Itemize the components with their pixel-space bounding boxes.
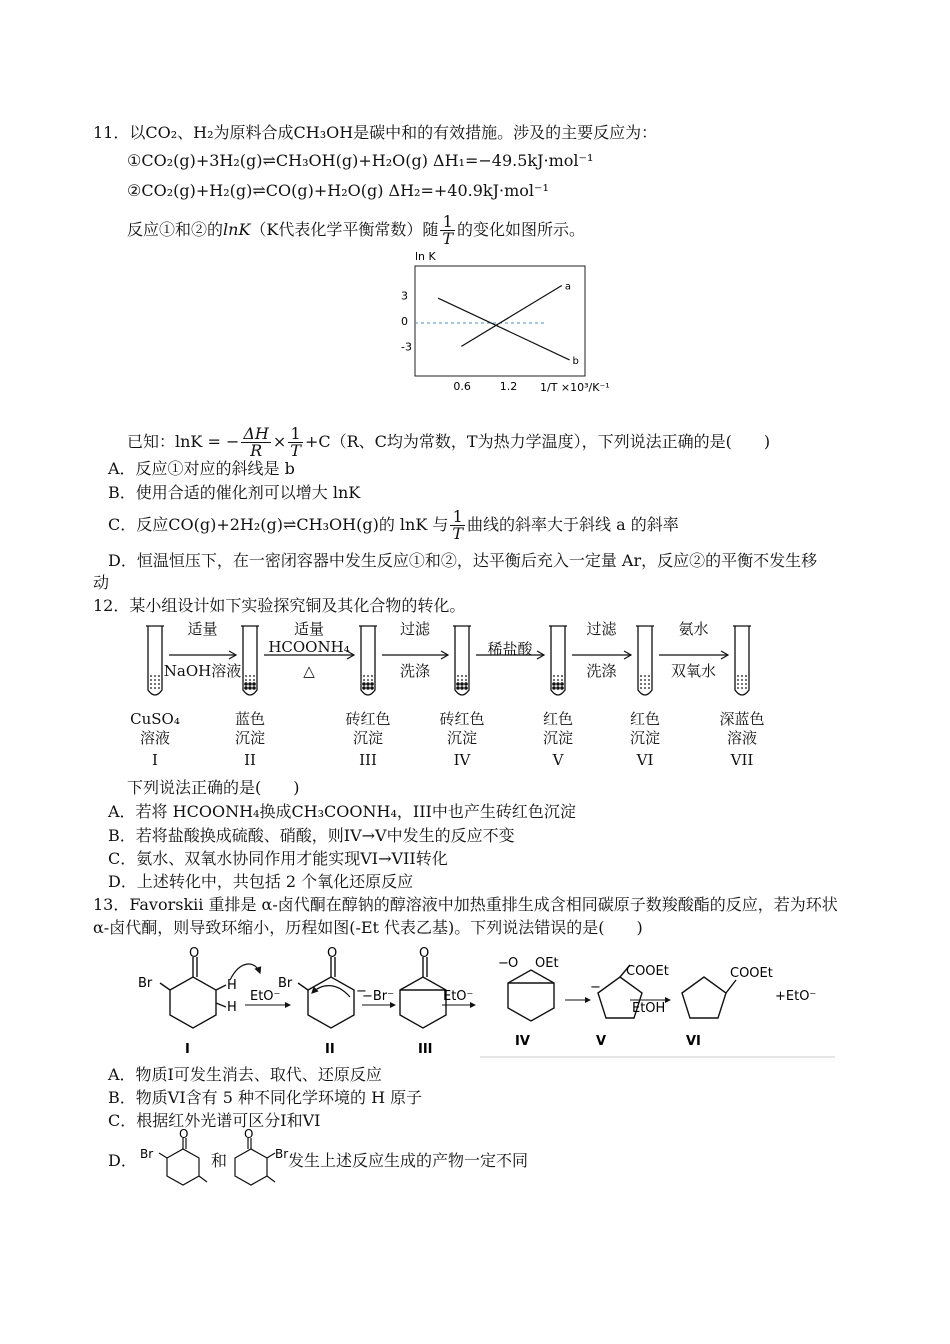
I-H2: H (227, 1000, 237, 1015)
tube-4-l1: 砖红色 (439, 710, 485, 728)
favorskii-scheme (130, 945, 850, 1060)
q13-option-d-suffix: 发生上述反应生成的产物一定不同 (288, 1151, 529, 1170)
arrow1-eto: EtO⁻ (250, 989, 281, 1004)
tube-4-l2: 沉淀 (446, 729, 477, 747)
d1-O: O (179, 1128, 189, 1141)
q11-reaction-1: ①CO₂(g)+3H₂(g)⇌CH₃OH(g)+H₂O(g) ΔH₁=−49.5kJ·mol⁻¹ (127, 151, 594, 170)
flow-step-top-3: 过滤 (399, 620, 430, 638)
II-Br: Br (278, 976, 293, 991)
d2-Br: Br (275, 1147, 289, 1161)
plus-eto: +EtO⁻ (775, 989, 817, 1004)
y-tick-0: 0 (401, 315, 408, 328)
label-VI: VI (686, 1034, 701, 1049)
q11-option-a: A．反应①对应的斜线是 b (108, 459, 295, 478)
tube-2-l1: 蓝色 (234, 710, 265, 728)
known-dh: ΔH (243, 424, 269, 443)
series-line-b (438, 298, 569, 360)
frac-num: 1 (440, 214, 455, 231)
flow-step-top-4: 稀盐酸 (487, 640, 533, 658)
q13-option-d-prefix: D． (108, 1151, 137, 1170)
known-c: +C（R、C均为常数，T为热力学温度），下列说法正确的是( ) (304, 432, 771, 451)
y-tick--3: -3 (401, 340, 412, 354)
q11-desc-lnk: lnK (223, 220, 251, 239)
tube-7-l1: 深蓝色 (719, 710, 765, 728)
known-frac-t (288, 426, 303, 459)
compound-IV (498, 956, 559, 1049)
label-I: I (185, 1042, 190, 1057)
tube-3-roman: III (359, 751, 377, 769)
II-minus: − (356, 984, 367, 999)
IV-OEt: OEt (535, 956, 559, 971)
compound-I (138, 946, 260, 1057)
chart-xlabel: 1/T ×10³/K⁻¹ (540, 381, 610, 394)
q11-desc-d: 的变化如图所示。 (457, 220, 586, 239)
d2-O: O (244, 1128, 254, 1141)
chart-ticks (401, 290, 517, 393)
q13-option-b: B．物质VI含有 5 种不同化学环境的 H 原子 (108, 1088, 423, 1107)
flow-step-top-2: 适量 (293, 620, 324, 638)
IV-O: O (508, 956, 519, 971)
q13-stem-2: α-卤代酮，则导致环缩小，历程如图(-Et 代表乙基)。下列说法错误的是( ) (93, 918, 643, 937)
chart-ylabel: ln K (415, 250, 436, 263)
compound-II (278, 946, 367, 1057)
tube-5-l2: 沉淀 (542, 729, 573, 747)
q11-option-d: D．恒温恒压下，在一密闭容器中发生反应①和②，达平衡后充入一定量 Ar，反应②的平衡不发生移 (108, 551, 818, 570)
lnk-chart (395, 246, 615, 416)
tube-2-roman: II (244, 751, 256, 769)
chart-frame (415, 266, 585, 376)
flow-step-heat-2: △ (303, 662, 315, 680)
q13-option-c: C．根据红外光谱可区分I和VI (108, 1111, 321, 1130)
flow-step-bottom-5: 洗涤 (586, 662, 617, 680)
arrow3-eto: EtO⁻ (443, 989, 474, 1004)
tube-3-l2: 沉淀 (352, 729, 383, 747)
tube-5-roman: V (552, 751, 564, 769)
opt-c1: C．反应CO(g)+2H₂(g)⇌CH₃OH(g)的 lnK 与 (108, 515, 449, 534)
opt-c2: 曲线的斜率大于斜线 a 的斜率 (467, 515, 679, 534)
opt-c-frac-den: T (452, 524, 464, 543)
known-frac-den: T (290, 441, 301, 460)
IV-minus: − (498, 956, 509, 971)
III-O: O (419, 946, 430, 961)
q12-option-b: B．若将盐酸换成硫酸、硝酸，则IV→V中发生的反应不变 (108, 826, 515, 845)
flow-step-top-5: 过滤 (586, 620, 617, 638)
d1-Br: Br (140, 1147, 154, 1161)
q13-stem-1: 13．Favorskii 重排是 α-卤代酮在醇钠的醇溶液中加热重排生成含相同碳原子数羧酸酯的反应，若为环状 (93, 895, 838, 914)
flow-step-bottom-1: NaOH溶液 (163, 662, 242, 680)
arrow2-minus-br: −Br⁻ (362, 989, 395, 1004)
q11-option-b: B．使用合适的催化剂可以增大 lnK (108, 483, 361, 502)
series-label-b: b (572, 355, 579, 367)
I-O: O (189, 946, 200, 961)
tube-6-l2: 沉淀 (629, 729, 660, 747)
known-r: R (250, 441, 263, 460)
q12-option-d: D．上述转化中，共包括 2 个氧化还原反应 (108, 872, 414, 891)
q11-description (127, 210, 585, 250)
tube-6-roman: VI (636, 751, 654, 769)
known-a: 已知：lnK = − (127, 432, 240, 451)
y-tick-3: 3 (401, 289, 408, 303)
tube-4-roman: IV (453, 751, 471, 769)
q12-ask: 下列说法正确的是( ) (127, 778, 300, 797)
tube-5-l1: 红色 (542, 710, 573, 728)
compound-VI (682, 966, 773, 1049)
opt-c-frac (450, 509, 465, 542)
known-times: × (272, 432, 287, 451)
q13-option-d-and: 和 (211, 1151, 228, 1170)
tube-1-l2: 溶液 (139, 729, 170, 747)
arrow5-etoh: EtOH (632, 1001, 666, 1016)
q11-option-d-cont: 动 (93, 573, 110, 592)
q11-option-c (108, 505, 679, 545)
tube-3-l1: 砖红色 (345, 710, 391, 728)
I-Br: Br (138, 976, 153, 991)
VI-COOEt: COOEt (730, 966, 773, 981)
q11-fraction (440, 214, 455, 247)
known-frac-num: 1 (288, 426, 303, 443)
I-H1: H (227, 978, 237, 993)
flow-step-top-6: 氨水 (678, 620, 709, 638)
series-label-a: a (564, 281, 571, 293)
flow-step-bottom-6: 双氧水 (670, 662, 716, 680)
tube-6-l1: 红色 (629, 710, 660, 728)
compound-III (400, 946, 446, 1057)
opt-c-frac-num: 1 (450, 509, 465, 526)
II-O: O (327, 946, 338, 961)
label-II: II (325, 1042, 335, 1057)
V-minus: − (590, 980, 601, 995)
tube-2-l2: 沉淀 (234, 729, 265, 747)
q12-stem: 12．某小组设计如下实验探究铜及其化合物的转化。 (93, 596, 466, 615)
x-tick-0.6: 0.6 (453, 380, 471, 393)
option-d-molecule-2 (235, 1128, 288, 1185)
tube-7-l2: 溶液 (726, 729, 757, 747)
q11-stem: 11．以CO₂、H₂为原料合成CH₃OH是碳中和的有效措施。涉及的主要反应为： (93, 123, 658, 142)
x-tick-1.2: 1.2 (499, 380, 518, 393)
tube-1-l1: CuSO₄ (130, 710, 180, 728)
option-d-molecule-1 (140, 1128, 207, 1185)
flow-step-top-1: 适量 (187, 620, 218, 638)
label-V: V (596, 1034, 607, 1049)
tube-7-roman: VII (730, 751, 754, 769)
flow-step-bottom-3: 洗涤 (399, 662, 430, 680)
known-frac-dh (241, 426, 271, 459)
frac-den: T (442, 229, 454, 248)
q13-option-a: A．物质I可发生消去、取代、还原反应 (108, 1065, 382, 1084)
q12-option-c: C．氨水、双氧水协同作用才能实现VI→VII转化 (108, 849, 448, 868)
q11-desc-a: 反应①和②的 (127, 220, 224, 239)
chart-lines (438, 281, 579, 366)
V-COOEt: COOEt (626, 964, 669, 979)
q11-reaction-2: ②CO₂(g)+H₂(g)⇌CO(g)+H₂O(g) ΔH₂=+40.9kJ·mol⁻¹ (127, 181, 549, 200)
q11-desc-c: （K代表化学平衡常数）随 (250, 220, 439, 239)
q12-option-a: A．若将 HCOONH₄换成CH₃COONH₄，III中也产生砖红色沉淀 (108, 802, 576, 821)
flow-step-bottom-2: HCOONH₄ (268, 638, 350, 656)
label-III: III (418, 1042, 433, 1057)
label-IV: IV (515, 1034, 530, 1049)
tube-1-roman: I (152, 751, 158, 769)
